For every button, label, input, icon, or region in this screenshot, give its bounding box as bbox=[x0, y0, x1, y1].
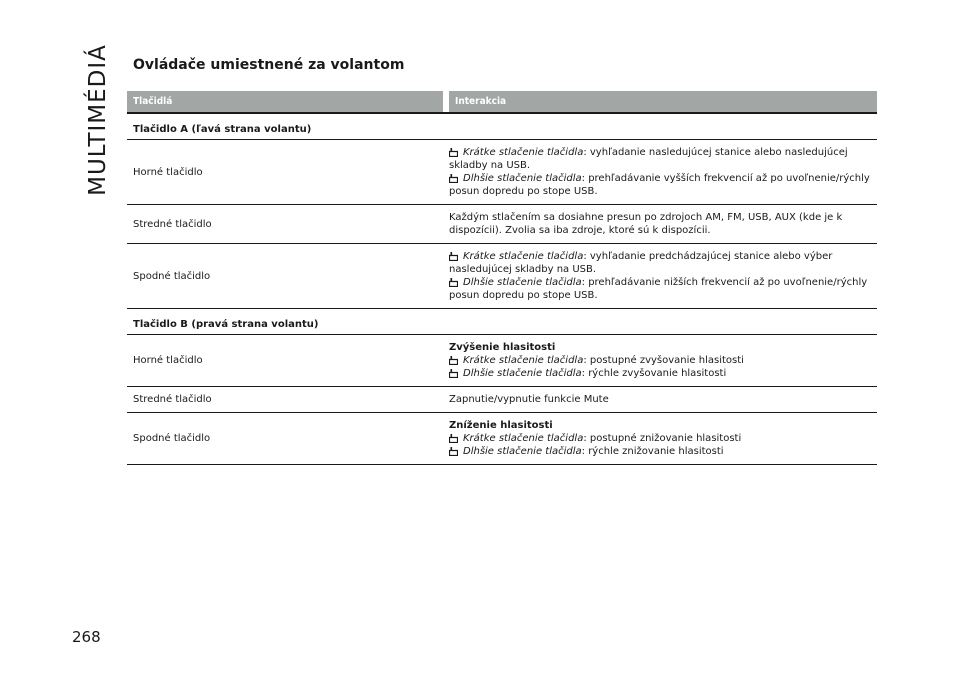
press-type-label: Krátke stlačenie tlačidla bbox=[463, 251, 584, 262]
interaction-line bbox=[449, 211, 877, 224]
interaction-cell bbox=[449, 244, 877, 308]
interaction-cell bbox=[449, 413, 877, 464]
section-title: Ovládače umiestnené za volantom bbox=[133, 57, 405, 73]
press-type-label: Krátke stlačenie tlačidla bbox=[463, 355, 584, 366]
interaction-line bbox=[449, 263, 877, 276]
page-number: 268 bbox=[72, 628, 101, 646]
group-title: Tlačidlo A (ľavá strana volantu) bbox=[127, 114, 877, 140]
description-text: : postupné zvyšovanie hlasitosti bbox=[583, 355, 744, 366]
button-name-cell: Stredné tlačidlo bbox=[133, 394, 212, 405]
description-text: : postupné znižovanie hlasitosti bbox=[583, 433, 742, 444]
table-row bbox=[127, 140, 877, 205]
button-name-cell: Spodné tlačidlo bbox=[133, 433, 211, 444]
header-buttons: Tlačidlá bbox=[127, 91, 443, 112]
controls-table bbox=[127, 91, 877, 465]
table-row bbox=[127, 244, 877, 309]
press-type-label: Dlhšie stlačenie tlačidla bbox=[463, 446, 582, 457]
press-type-label: Krátke stlačenie tlačidla bbox=[463, 147, 584, 158]
description-text: : prehľadávanie vyšších frekvencií až po uvoľnenie/rýchly bbox=[581, 173, 870, 184]
interaction-line bbox=[449, 185, 877, 198]
button-name-cell: Stredné tlačidlo bbox=[133, 218, 212, 230]
description-text: dispozícii). Zvolia sa iba zdroje, ktoré sú k dispozícii. bbox=[449, 225, 711, 236]
table-row bbox=[127, 387, 877, 413]
description-text: : vyhľadanie nasledujúcej stanice alebo nasledujúcej bbox=[583, 147, 848, 158]
hand-press-icon bbox=[449, 369, 458, 377]
interaction-line bbox=[449, 159, 877, 172]
hand-press-icon bbox=[449, 356, 458, 364]
hand-press-icon bbox=[449, 278, 458, 286]
description-text: posun dopredu po stope USB. bbox=[449, 186, 598, 197]
table-row bbox=[127, 205, 877, 244]
interaction-line bbox=[449, 419, 877, 432]
interaction-line bbox=[449, 250, 877, 263]
group-title: Tlačidlo B (pravá strana volantu) bbox=[127, 309, 877, 335]
interaction-line bbox=[449, 172, 877, 185]
table-body bbox=[127, 114, 877, 465]
function-heading: Zníženie hlasitosti bbox=[449, 420, 553, 431]
press-type-label: Dlhšie stlačenie tlačidla bbox=[463, 368, 582, 379]
table-row bbox=[127, 413, 877, 465]
function-heading: Zvýšenie hlasitosti bbox=[449, 342, 556, 353]
table-row bbox=[127, 335, 877, 387]
side-title-text: MULTIMÉDIÁ bbox=[85, 44, 112, 196]
interaction-cell bbox=[449, 205, 877, 243]
hand-press-icon bbox=[449, 447, 458, 455]
interaction-line bbox=[449, 367, 877, 380]
interaction-line bbox=[449, 393, 877, 406]
hand-press-icon bbox=[449, 174, 458, 182]
description-text: : prehľadávanie nižších frekvencií až po uvoľnenie/rýchly bbox=[581, 277, 868, 288]
press-type-label: Dlhšie stlačenie tlačidla bbox=[463, 173, 582, 184]
interaction-cell bbox=[449, 140, 877, 204]
interaction-line bbox=[449, 146, 877, 159]
interaction-line bbox=[449, 276, 877, 289]
hand-press-icon bbox=[449, 434, 458, 442]
description-text: : rýchle znižovanie hlasitosti bbox=[581, 446, 724, 457]
description-text: Každým stlačením sa dosiahne presun po zdrojoch AM, FM, USB, AUX (kde je k bbox=[449, 212, 843, 223]
interaction-line bbox=[449, 354, 877, 367]
description-text: Zapnutie/vypnutie funkcie Mute bbox=[449, 394, 609, 405]
description-text: nasledujúcej skladby na USB. bbox=[449, 264, 597, 275]
description-text: : rýchle zvyšovanie hlasitosti bbox=[581, 368, 727, 379]
interaction-cell bbox=[449, 335, 877, 386]
button-name-cell: Horné tlačidlo bbox=[133, 166, 203, 178]
header-interaction: Interakcia bbox=[449, 91, 877, 112]
description-text: posun dopredu po stope USB. bbox=[449, 290, 598, 301]
press-type-label: Dlhšie stlačenie tlačidla bbox=[463, 277, 582, 288]
description-text: : vyhľadanie predchádzajúcej stanice alebo výber bbox=[583, 251, 833, 262]
interaction-line bbox=[449, 289, 877, 302]
table-header bbox=[127, 91, 877, 114]
hand-press-icon bbox=[449, 148, 458, 156]
interaction-cell bbox=[449, 387, 877, 412]
side-title bbox=[70, 40, 126, 200]
press-type-label: Krátke stlačenie tlačidla bbox=[463, 433, 584, 444]
button-name-cell: Spodné tlačidlo bbox=[133, 270, 211, 282]
interaction-line bbox=[449, 445, 877, 458]
button-name-cell: Horné tlačidlo bbox=[133, 355, 203, 366]
hand-press-icon bbox=[449, 252, 458, 260]
interaction-line bbox=[449, 341, 877, 354]
description-text: skladby na USB. bbox=[449, 160, 531, 171]
interaction-line bbox=[449, 224, 877, 237]
interaction-line bbox=[449, 432, 877, 445]
